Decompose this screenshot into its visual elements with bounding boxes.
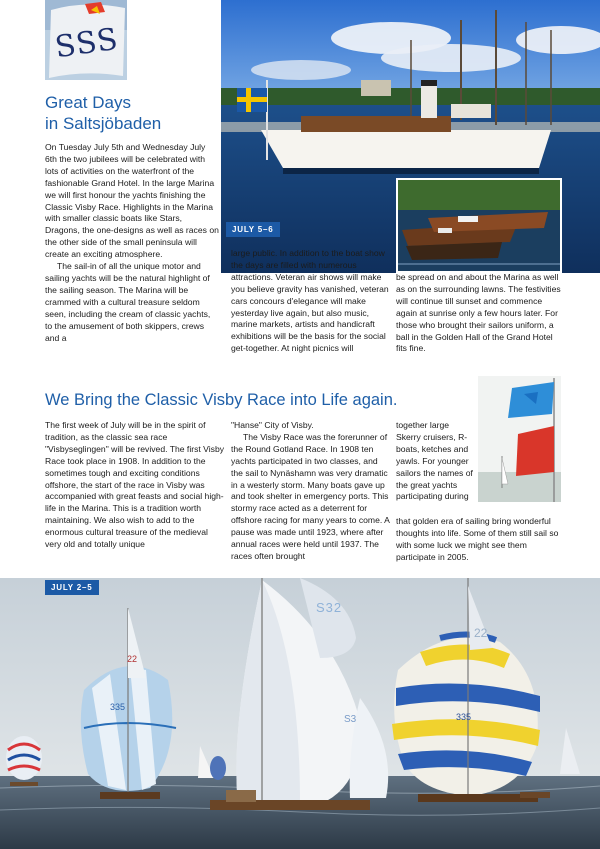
paragraph: The first week of July will be in the spirit of tradition, as the classic sea race "Visbyseglingen" will be revived. The first Visby Race took place in 1908. In addition to the sometimes tough and exciting conditions offshore, the start of the race in Visby was accompanied with great feasts and social high-life in the Marina. This is a tradition worth maintaining. We also wish to add to the enormous cultural treasure of the medieval very old and totally unique bbox=[45, 420, 225, 550]
paragraph: large public. In addition to the boat show the days are filled with numerous attractions. Veteran air shows will make you believe gravity has vanished, veteran cars concours d'elegance will make yesterday live again, but also music, marine markets, artists and handicraft exhibitions will be the basis for the social get-together. At night picnics will bbox=[231, 248, 389, 354]
great-days-headline bbox=[45, 92, 215, 134]
signal-flags-photo bbox=[478, 376, 561, 502]
visby-race-headline: We Bring the Classic Visby Race into Life again. bbox=[45, 391, 398, 409]
sail-number: 335 bbox=[110, 702, 126, 712]
sail-number: 22 bbox=[127, 654, 138, 664]
paragraph: On Tuesday July 5th and Wednesday July 6th the two jubilees will be celebrated with lots of activities on the waterfront of the fashionable Grand Hotel. In the large Marina we will first honour the yachts finishing the Classic Visby Race. Highlights in the Marina with smaller classic boats like Stars, Dragons, the one-designs as well as races on the other side of the small peninsula will create an exciting atmosphere. bbox=[45, 142, 219, 260]
great-days-column-1 bbox=[45, 142, 219, 367]
visby-race-column-3-top bbox=[396, 420, 476, 516]
sail-number: S32 bbox=[316, 600, 343, 615]
paragraph: be spread on and about the Marina as well as on the surrounding lawns. The festivities will continue till sunset and commence again at sunrise only a few hours later. For those who brought their sailors uniform, a ball in the Golden Hall of the Grand Hotel fits fine. bbox=[396, 272, 561, 354]
paragraph: The sail-in of all the unique motor and sailing yachts will be the natural highlight of the sailing season. The Marina will be crammed with a cultural treasure seldom seen, including the cream of classic yachts, to the amusement of both skippers, crews and a bbox=[45, 261, 211, 343]
paragraph: The Visby Race was the forerunner of the Round Gotland Race. In 1908 ten yachts participated in two classes, and the sail to Nynäshamn was very dramatic in a westerly storm. Many boats gave up and took shelter in emergency ports. This stormy race acted as a deterrent for offshore racing for many years to come. A pause was made until 1923, where after annual races were held until 1937. The races often brought bbox=[231, 431, 390, 561]
date-tag-july-2-5: JULY 2–5 bbox=[45, 580, 99, 595]
sail-number: 335 bbox=[456, 712, 472, 722]
spinnaker-race-photo bbox=[0, 578, 600, 849]
sss-flag-photo bbox=[45, 0, 127, 80]
sail-number: S3 bbox=[344, 714, 357, 725]
flag-letters: SSS bbox=[52, 21, 121, 66]
date-tag-july-5-6: JULY 5–6 bbox=[226, 222, 280, 237]
headline-line-2: in Saltsjöbaden bbox=[45, 114, 162, 133]
paragraph: "Hanse" City of Visby. bbox=[231, 420, 314, 430]
paragraph: that golden era of sailing bring wonderful thoughts into life. Some of them still sail so with some luck we might see them participate in 2005. bbox=[396, 516, 559, 562]
sail-number: 22 bbox=[474, 626, 488, 640]
visby-race-column-2 bbox=[231, 420, 391, 565]
great-days-column-2 bbox=[231, 248, 391, 368]
motorboats-inset-photo bbox=[396, 178, 562, 273]
visby-race-column-1 bbox=[45, 420, 225, 565]
great-days-column-3 bbox=[396, 272, 561, 368]
paragraph: together large Skerry cruisers, R-boats, ketches and yawls. For younger sailors the names of the great yachts participating during bbox=[396, 420, 473, 502]
headline-line-1: Great Days bbox=[45, 93, 131, 112]
visby-race-column-3-bottom bbox=[396, 516, 561, 566]
